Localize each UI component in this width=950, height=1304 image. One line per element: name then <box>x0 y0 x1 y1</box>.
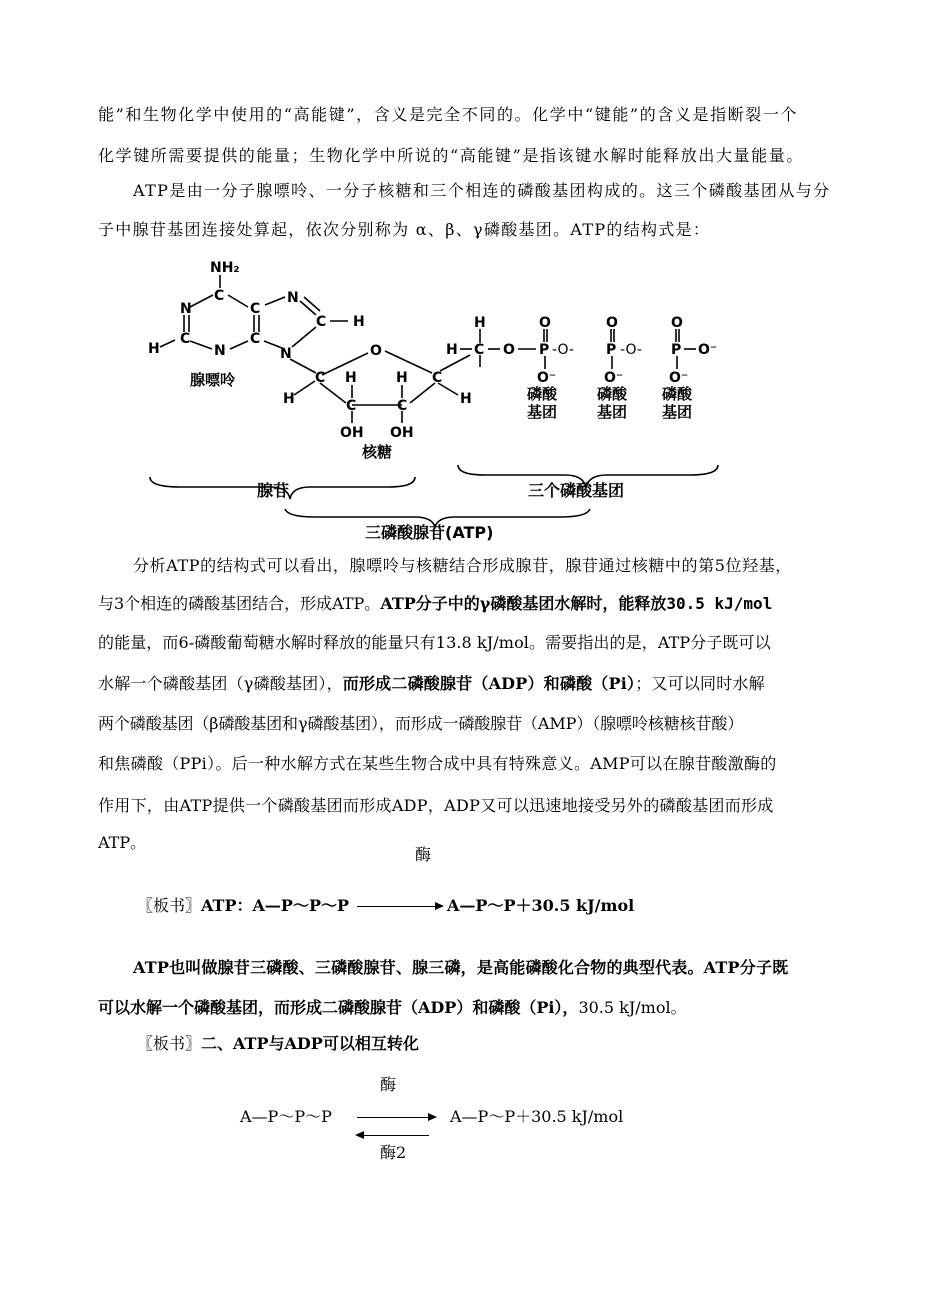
para3-line1: 分析ATP的结构式可以看出，腺嘌呤与核糖结合形成腺苷，腺苷通过核糖中的第5位羟基， <box>133 556 792 575</box>
para2-line1: ATP是由一分子腺嘌呤、一分子核糖和三个相连的磷酸基团构成的。这三个磷酸基团从与分 <box>133 181 831 200</box>
para3-line4-part1: 水解一个磷酸基团（γ磷酸基团）， <box>98 674 343 693</box>
atom-o: O <box>606 315 618 331</box>
atom-p: P <box>539 342 550 358</box>
atom-c: C <box>397 398 408 414</box>
para3-line5: 两个磷酸基团（β磷酸基团和γ磷酸基团），而形成一磷酸腺苷（AMP）（腺嘌呤核糖核苷酸） <box>98 714 744 733</box>
svg-text:-O-: -O- <box>552 342 574 358</box>
label-oh: OH <box>390 425 414 441</box>
eq1-lhs-text: ATP：A—P～P～P <box>201 896 350 915</box>
atom-o: O <box>539 315 551 331</box>
atom-c: C <box>315 370 326 386</box>
para4-line2-part2: 30.5 kJ/mol。 <box>578 998 687 1017</box>
heading-title: 二、ATP与ADP可以相互转化 <box>201 1034 419 1053</box>
label-adenosine: 腺苷 <box>257 481 290 500</box>
atom-h: H <box>283 391 295 407</box>
atom-h: H <box>353 314 365 330</box>
para4-line2 <box>98 998 687 1018</box>
para4-line1: ATP也叫做腺苷三磷酸、三磷酸腺苷、腺三磷，是高能磷酸化合物的典型代表。ATP分子既 <box>133 958 789 977</box>
atom-n: N <box>214 343 226 359</box>
atom-o-minus: O⁻ <box>698 342 718 358</box>
label-phosphate-group-2: 基团 <box>597 403 628 421</box>
para2-line2: 子中腺苷基团连接处算起，依次分别称为 α、β、γ磷酸基团。ATP的结构式是： <box>98 220 711 239</box>
para4-line2-part1: 可以水解一个磷酸基团，而形成二磷酸腺苷（ADP）和磷酸（Pi）， <box>98 998 579 1017</box>
para3-line6: 和焦磷酸（PPi）。后一种水解方式在某些生物合成中具有特殊意义。AMP可以在腺苷酸激酶的 <box>98 754 777 773</box>
svg-text:-O-: -O- <box>620 342 642 358</box>
label-phosphate-group-3: 基团 <box>662 403 693 421</box>
label-phosphate-2: 磷酸 <box>597 385 628 403</box>
para3-line2 <box>98 594 772 614</box>
para3-line7: 作用下，由ATP提供一个磷酸基团而形成ADP，ADP又可以迅速地接受另外的磷酸基团而形成 <box>98 796 774 815</box>
atom-c: C <box>250 331 261 347</box>
eq2-reverse-arrow <box>357 1135 429 1136</box>
atom-o: O <box>671 315 683 331</box>
para3-line4-part2: 而形成二磷酸腺苷（ADP）和磷酸（Pi） <box>342 674 636 693</box>
label-adenine: 腺嘌呤 <box>190 371 236 389</box>
eq1-lhs <box>137 896 349 916</box>
eq2-enzyme-bottom: 酶2 <box>380 1143 407 1162</box>
label-ribose: 核糖 <box>362 443 393 461</box>
para3-line2-part2: ATP分子中的γ磷酸基团水解时，能 <box>380 594 635 613</box>
para3-line4 <box>98 674 765 694</box>
group-labels <box>190 371 693 542</box>
para3-line8: ATP。 <box>98 833 147 852</box>
eq1-rhs: A—P～P＋30.5 kJ/mol <box>447 896 635 915</box>
atom-p: P <box>671 342 682 358</box>
eq2-enzyme-top: 酶 <box>380 1075 397 1094</box>
atom-n: N <box>287 290 299 306</box>
eq2-lhs: A—P～P～P <box>240 1107 332 1126</box>
atom-h: H <box>396 370 408 386</box>
section-heading <box>137 1034 419 1054</box>
atom-o-minus: O⁻ <box>604 370 624 386</box>
bond-lines <box>150 275 718 527</box>
atom-o: O <box>370 343 382 359</box>
atom-h: H <box>474 315 486 331</box>
eq2-forward-arrow <box>357 1117 435 1118</box>
atom-c: C <box>316 314 327 330</box>
atp-structure-diagram <box>140 255 730 550</box>
atom-labels <box>148 260 717 441</box>
para3-line2-part1: 与3个相连的磷酸基团结合，形成ATP。 <box>98 594 381 613</box>
atom-p: P <box>606 342 617 358</box>
label-atp-name: 三磷酸腺苷(ATP) <box>365 523 494 542</box>
atom-o: O <box>503 342 515 358</box>
label-nh2: NH₂ <box>210 260 240 276</box>
atom-h: H <box>345 370 357 386</box>
atom-h: H <box>148 341 160 357</box>
eq1-enzyme: 酶 <box>415 845 432 864</box>
para3-line2-part3: 释放30.5 kJ/mol <box>634 594 773 613</box>
atom-o-minus: O⁻ <box>669 370 689 386</box>
para1-line1: 能”和生物化学中使用的“高能键”，含义是完全不同的。化学中“键能”的含义是指断裂一个 <box>98 105 799 124</box>
label-phosphate-group-1: 基团 <box>527 403 558 421</box>
atom-o-minus: O⁻ <box>537 370 557 386</box>
eq1-prefix: 〖板书〗 <box>137 896 202 915</box>
label-oh: OH <box>340 425 364 441</box>
label-phosphate-3: 磷酸 <box>662 385 693 403</box>
label-three-phosphates: 三个磷酸基团 <box>528 481 625 500</box>
atom-n: N <box>180 301 192 317</box>
atom-h: H <box>460 391 472 407</box>
atom-c: C <box>250 301 261 317</box>
eq2-rhs: A—P～P＋30.5 kJ/mol <box>450 1107 624 1126</box>
atom-c: C <box>346 398 357 414</box>
atom-c: C <box>214 288 225 304</box>
atom-c: C <box>180 331 191 347</box>
label-phosphate-1: 磷酸 <box>527 385 558 403</box>
atom-c: C <box>474 342 485 358</box>
atom-c: C <box>432 370 443 386</box>
eq1-arrow <box>357 906 442 907</box>
atom-h: H <box>446 342 458 358</box>
para3-line4-part3: ；又可以同时水解 <box>635 674 765 693</box>
para1-line2: 化学键所需要提供的能量；生物化学中所说的“高能键”是指该键水解时能释放出大量能量。 <box>98 146 804 165</box>
para3-line3: 的能量，而6-磷酸葡萄糖水解时释放的能量只有13.8 kJ/mol。需要指出的是，ATP分子既可以 <box>98 633 771 652</box>
atom-n: N <box>280 346 292 362</box>
heading-prefix: 〖板书〗 <box>137 1034 202 1053</box>
